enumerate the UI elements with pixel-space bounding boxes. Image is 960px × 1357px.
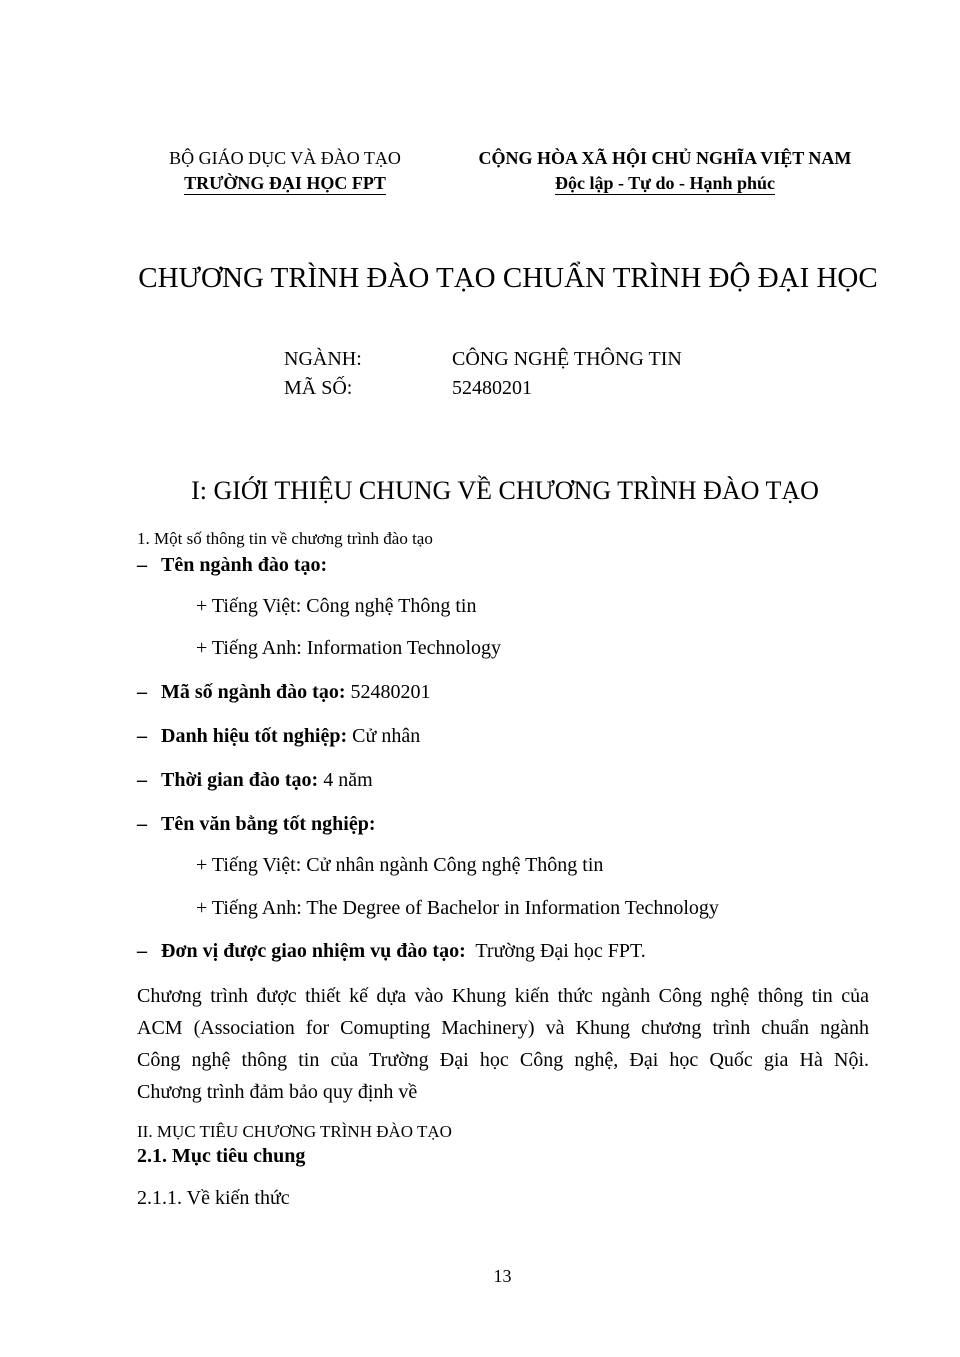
- major-code-line: [161, 681, 430, 704]
- major-value: CÔNG NGHỆ THÔNG TIN: [452, 348, 682, 370]
- page-number: 13: [493, 1266, 512, 1286]
- bullet-dash: –: [137, 769, 147, 791]
- training-unit-line: [161, 940, 646, 963]
- bullet-dash: –: [137, 940, 147, 962]
- major-code-value: 52480201: [345, 681, 431, 703]
- bullet-dash: –: [137, 813, 147, 835]
- code-value: 52480201: [452, 377, 532, 399]
- section-2-title: II. MỤC TIÊU CHƯƠNG TRÌNH ĐÀO TẠO: [137, 1122, 452, 1141]
- paragraph-line: Chương trình được thiết kế dựa vào Khung kiến thức ngành Công nghệ thông tin của: [137, 985, 869, 1007]
- major-code-label: Mã số ngành đào tạo:: [161, 681, 346, 703]
- republic-name: CỘNG HÒA XÃ HỘI CHỦ NGHĨA VIỆT NAM: [478, 148, 852, 168]
- diploma-name-label: Tên văn bằng tốt nghiệp:: [161, 813, 376, 835]
- degree-title-label: Danh hiệu tốt nghiệp:: [161, 725, 348, 747]
- major-name-en: + Tiếng Anh: Information Technology: [196, 637, 502, 659]
- program-description: [137, 980, 869, 1108]
- header-right: [450, 146, 880, 196]
- bullet-dash: –: [137, 725, 147, 747]
- paragraph-line: Chương trình đảm bảo quy định về: [137, 1081, 418, 1103]
- duration-value: 4 năm: [318, 769, 373, 791]
- diploma-name-en: + Tiếng Anh: The Degree of Bachelor in Information Technology: [196, 897, 719, 919]
- duration-label: Thời gian đào tạo:: [161, 769, 319, 791]
- section-1-title: I: GIỚI THIỆU CHUNG VỀ CHƯƠNG TRÌNH ĐÀO TẠO: [191, 476, 819, 505]
- diploma-name-vi: + Tiếng Việt: Cử nhân ngành Công nghệ Thông tin: [196, 854, 604, 876]
- section-2-1-1-heading: 2.1.1. Về kiến thức: [137, 1187, 290, 1209]
- degree-title-line: [161, 725, 420, 748]
- major-name-label: Tên ngành đào tạo:: [161, 554, 328, 576]
- section-2-1-heading: 2.1. Mục tiêu chung: [137, 1145, 306, 1167]
- section-1-subheading: 1. Một số thông tin về chương trình đào tạo: [137, 529, 433, 548]
- header-left: [140, 146, 430, 196]
- training-unit-value: Trường Đại học FPT.: [465, 940, 646, 962]
- duration-line: [161, 769, 373, 792]
- paragraph-line: ACM (Association for Comupting Machinery) và Khung chương trình chuẩn ngành: [137, 1017, 869, 1039]
- bullet-dash: –: [137, 681, 147, 703]
- degree-title-value: Cử nhân: [347, 725, 421, 747]
- training-unit-label: Đơn vị được giao nhiệm vụ đào tạo:: [161, 940, 466, 962]
- bullet-dash: –: [137, 554, 147, 576]
- code-label: MÃ SỐ:: [284, 377, 353, 399]
- ministry-name: BỘ GIÁO DỤC VÀ ĐÀO TẠO: [169, 148, 401, 168]
- university-name: TRƯỜNG ĐẠI HỌC FPT: [184, 173, 386, 193]
- document-title: CHƯƠNG TRÌNH ĐÀO TẠO CHUẨN TRÌNH ĐỘ ĐẠI HỌC: [138, 262, 878, 294]
- major-name-vi: + Tiếng Việt: Công nghệ Thông tin: [196, 595, 477, 617]
- major-label: NGÀNH:: [284, 348, 362, 370]
- national-motto: Độc lập - Tự do - Hạnh phúc: [554, 173, 776, 193]
- paragraph-line: Công nghệ thông tin của Trường Đại học Công nghệ, Đại học Quốc gia Hà Nội.: [137, 1049, 869, 1071]
